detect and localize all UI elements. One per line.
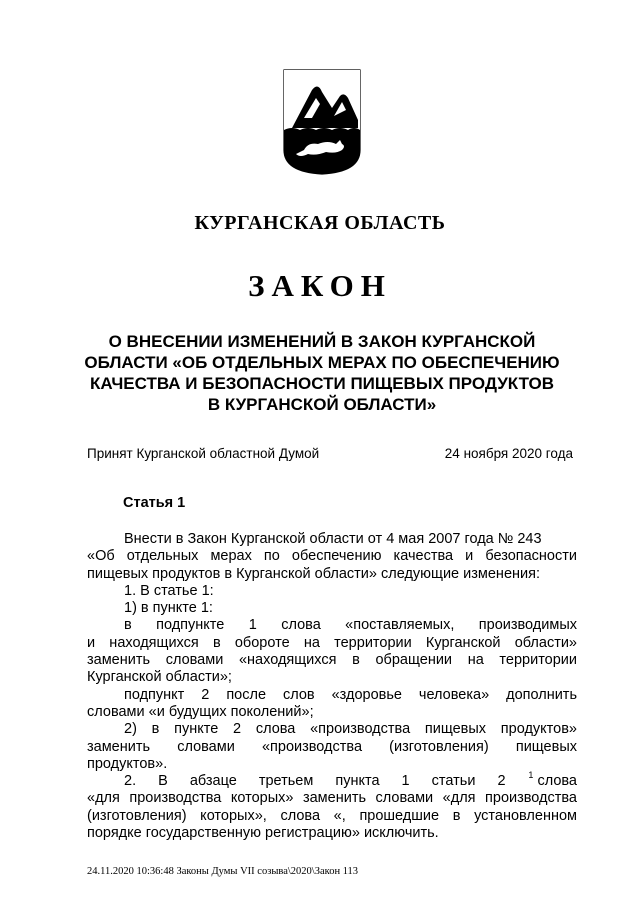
- adoption-date: 24 ноября 2020 года: [444, 446, 573, 461]
- body-line: пищевых продуктов в Курганской области» следующие изменения:: [87, 565, 540, 582]
- body-line: «Об отдельных мерах по обеспечению качества и безопасности: [87, 548, 577, 565]
- region-heading: КУРГАНСКАЯ ОБЛАСТЬ: [194, 212, 446, 234]
- body-line-part: 2. В абзаце третьем пункта 1 статьи 2: [124, 773, 506, 790]
- law-title-line: ОБЛАСТИ «ОБ ОТДЕЛЬНЫХ МЕРАХ ПО ОБЕСПЕЧЕНИЮ: [84, 353, 560, 372]
- footer-stamp: 24.11.2020 10:36:48 Законы Думы VII созыва\2020\Закон 113: [87, 866, 359, 877]
- body-line: 2) в пункте 2 слова «производства пищевых продуктов»: [124, 721, 577, 738]
- law-title-line: О ВНЕСЕНИИ ИЗМЕНЕНИЙ В ЗАКОН КУРГАНСКОЙ: [108, 332, 536, 351]
- superscript: 1: [528, 770, 534, 781]
- body-line: заменить словами «находящихся в обращении на территории: [87, 652, 577, 669]
- document-type-heading: ЗАКОН: [248, 268, 392, 303]
- body-line: заменить словами «производства (изготовления) пищевых: [87, 738, 577, 755]
- law-title: [60, 331, 584, 415]
- body-line: Внести в Закон Курганской области от 4 мая 2007 года № 243: [124, 531, 542, 547]
- adoption-note: Принят Курганской областной Думой: [87, 446, 320, 461]
- body-line: «для производства которых» заменить словами «для производства: [87, 790, 577, 807]
- body-line: подпункт 2 после слов «здоровье человека» дополнить: [124, 686, 577, 703]
- body-line: порядке государственную регистрацию» исключить.: [87, 825, 439, 842]
- coat-of-arms-emblem: [282, 68, 362, 176]
- body-line: (изготовления) которых», слова «, прошедшие в установленном: [87, 807, 577, 824]
- body-line: 1) в пункте 1:: [124, 600, 213, 617]
- law-title-line: КАЧЕСТВА И БЕЗОПАСНОСТИ ПИЩЕВЫХ ПРОДУКТОВ: [89, 374, 555, 393]
- body-line-part-tail: [528, 770, 577, 790]
- body-line: словами «и будущих поколений»;: [87, 703, 314, 720]
- body-line-part: слова: [533, 773, 577, 790]
- body-line: Курганской области»;: [87, 669, 232, 686]
- law-title-line: В КУРГАНСКОЙ ОБЛАСТИ»: [207, 395, 437, 414]
- body-line: в подпункте 1 слова «поставляемых, производимых: [124, 617, 577, 634]
- body-line-with-superscript: [87, 770, 577, 790]
- body-line: и находящихся в обороте на территории Курганской области»: [87, 634, 577, 651]
- article-body: [87, 531, 577, 842]
- body-line: 1. В статье 1:: [124, 582, 214, 599]
- article-heading: Статья 1: [123, 495, 186, 511]
- body-line: продуктов».: [87, 755, 168, 772]
